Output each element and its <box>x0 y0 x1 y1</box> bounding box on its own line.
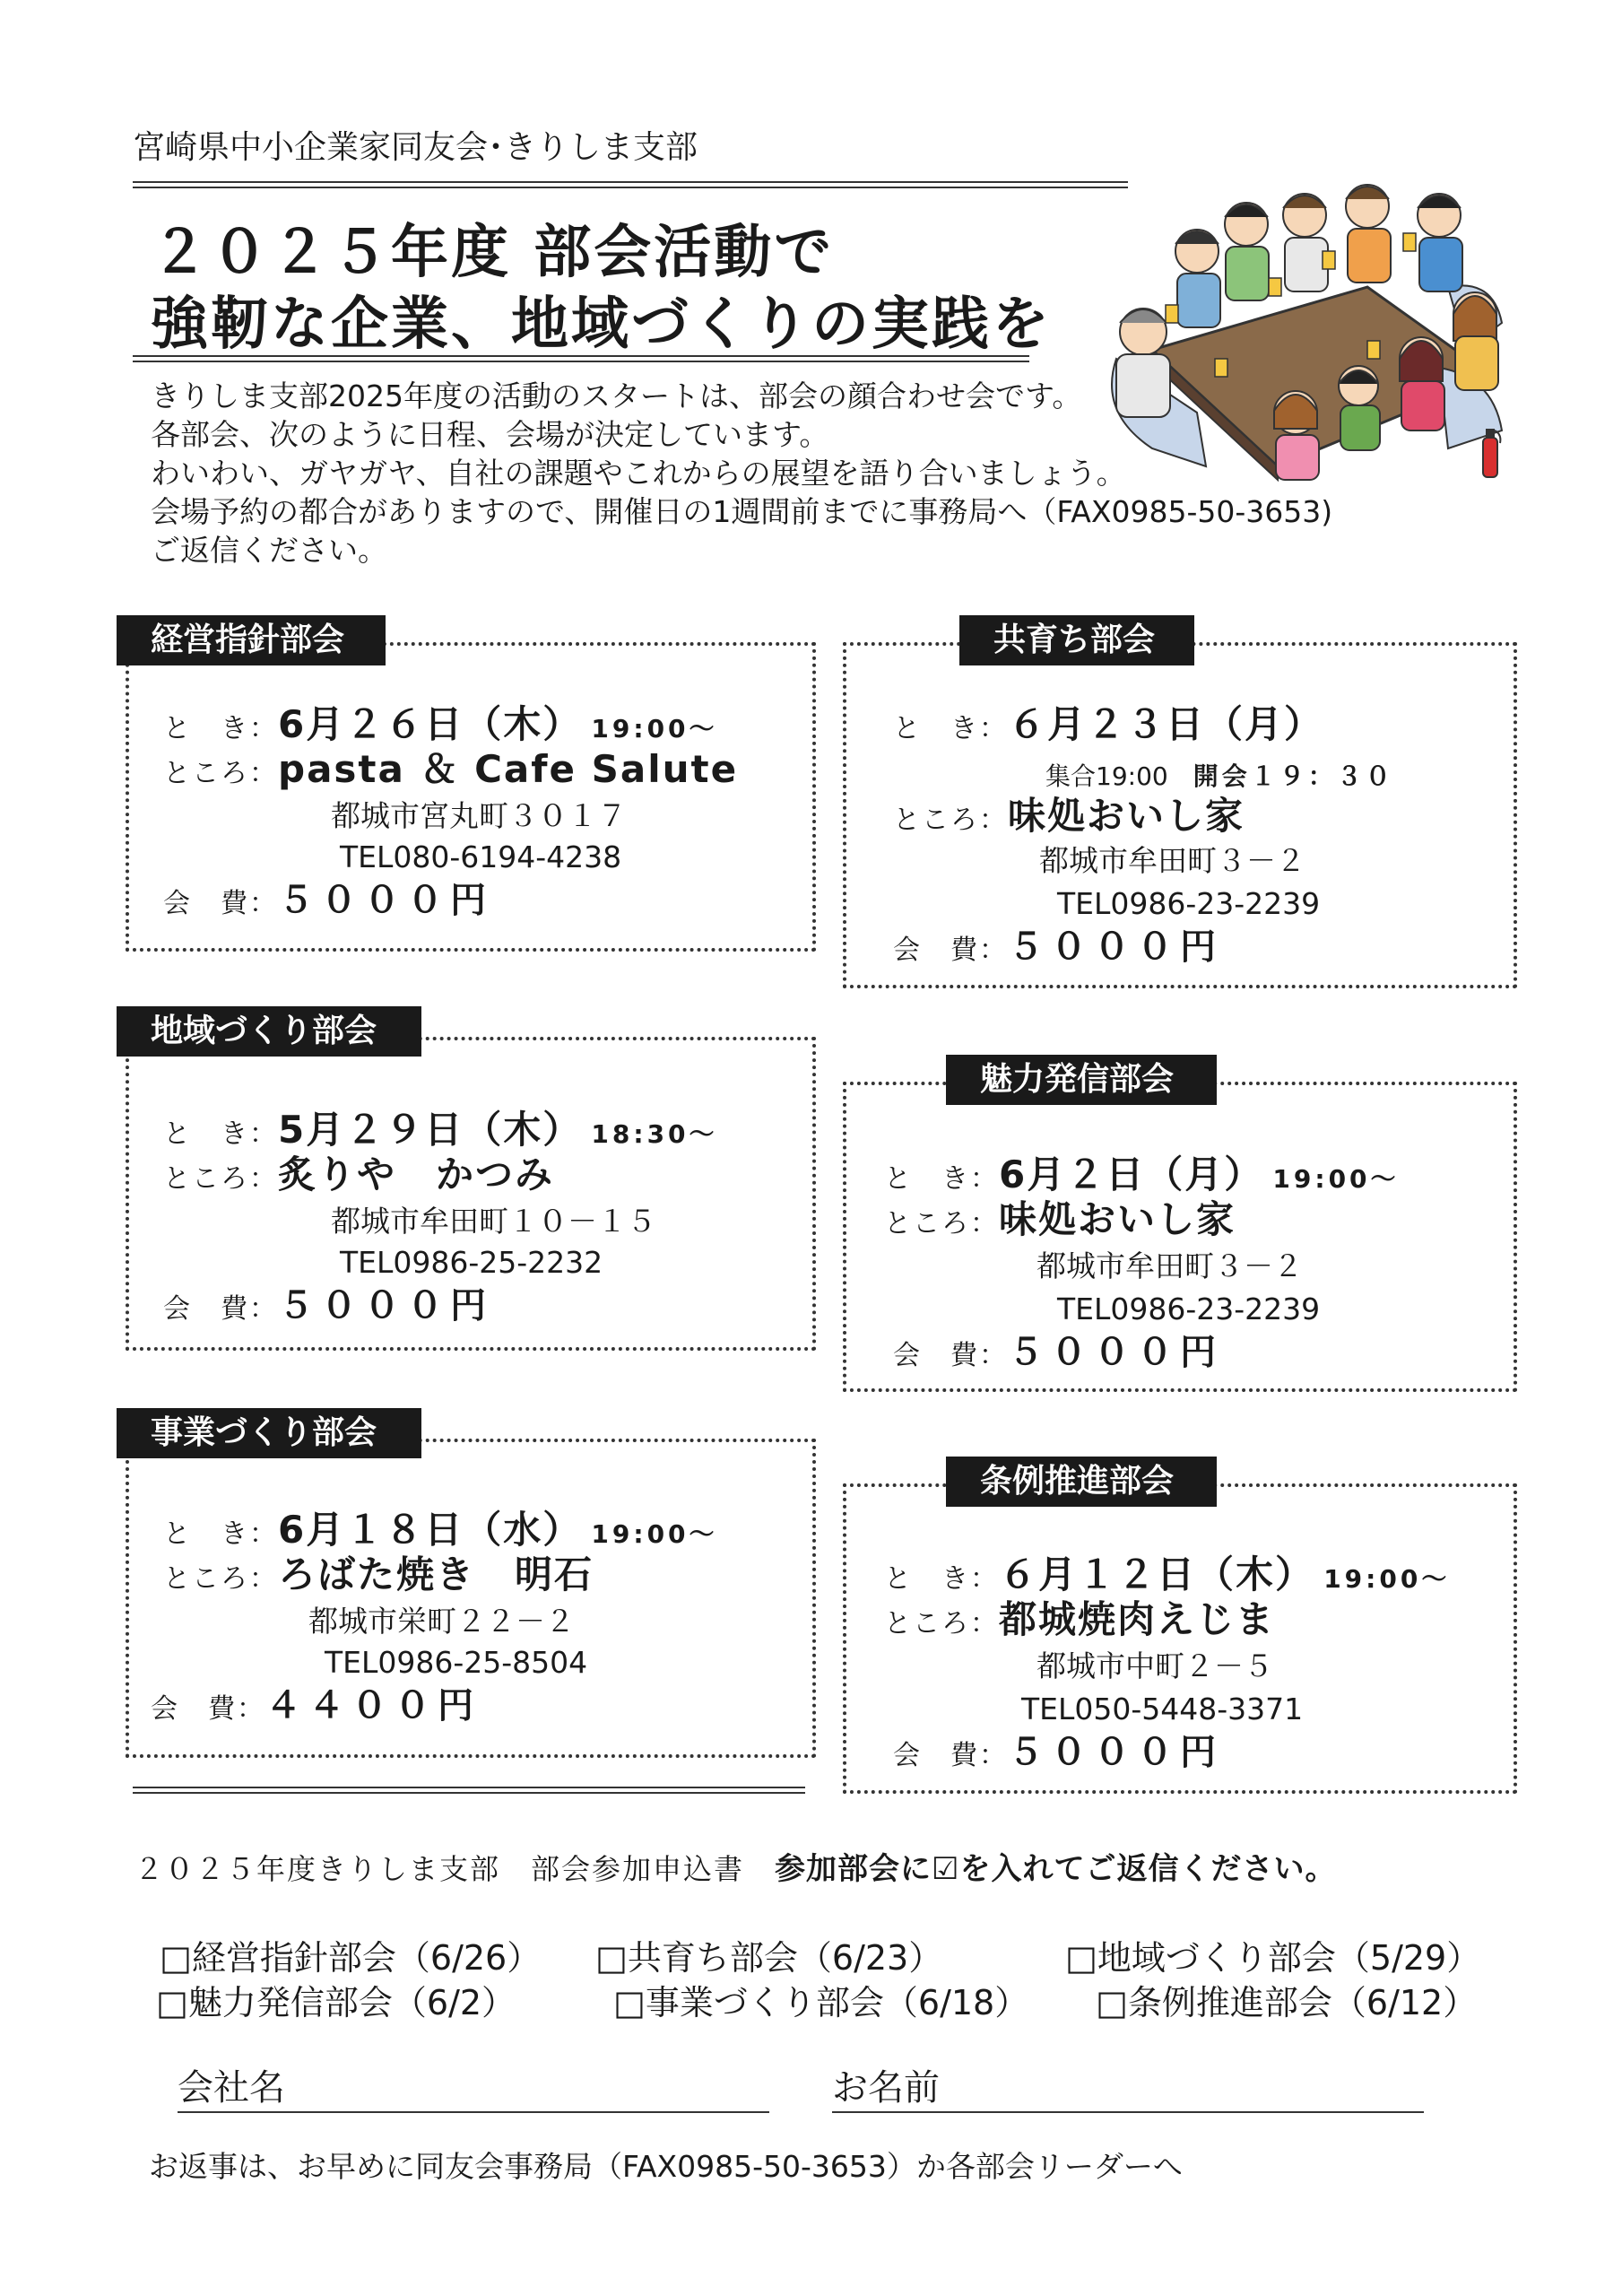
meeting-tel: TEL0986-23-2239 <box>1057 886 1321 921</box>
fee-label: 会 費： <box>893 1740 1008 1771</box>
meeting-tel: TEL080-6194-4238 <box>340 839 622 874</box>
meeting-time: 19:00～ <box>591 714 718 744</box>
form-divider <box>133 1787 805 1794</box>
meeting-date: 6月１８日（水） <box>278 1508 583 1552</box>
meeting-venue: 炙りや かつみ <box>278 1152 555 1196</box>
meeting-box-jorei <box>843 1483 1517 1794</box>
meeting-address: 都城市牟田町３－２ <box>1037 1248 1303 1283</box>
meeting-date: 6月２日（月） <box>999 1152 1264 1196</box>
meeting-venue: 都城焼肉えじま <box>999 1597 1276 1641</box>
meeting-label-keiei: 経営指針部会 <box>117 615 386 665</box>
meeting-box-keiei <box>126 642 816 952</box>
when-label: と き： <box>884 1163 999 1195</box>
when-label: と き： <box>163 713 278 744</box>
meeting-box-miryoku <box>843 1082 1517 1392</box>
checkbox-tomosodachi[interactable]: □共育ち部会（6/23） <box>595 1938 943 1978</box>
person-name-label: お名前 <box>832 2067 940 2109</box>
form-title-row <box>134 1844 1337 1888</box>
meeting-box-chiiki <box>126 1037 816 1351</box>
fee-label: 会 費： <box>893 935 1008 966</box>
page-title-line2: 強靭な企業、地域づくりの実践を <box>151 291 1052 358</box>
where-label: ところ： <box>884 1208 999 1239</box>
form-instruction: 参加部会に☑を入れてご返信ください。 <box>775 1851 1337 1887</box>
meeting-label-tomosodachi: 共育ち部会 <box>959 615 1194 665</box>
meeting-fee: ５０００円 <box>278 880 493 921</box>
fee-label: 会 費： <box>893 1340 1008 1371</box>
meeting-venue: ろばた焼き 明石 <box>278 1552 594 1596</box>
meeting-date: 6月２６日（木） <box>278 702 583 746</box>
meeting-time: 18:30～ <box>591 1119 718 1149</box>
when-label: と き： <box>163 1518 278 1550</box>
fire-extinguisher-icon <box>1478 423 1503 481</box>
meeting-date: ６月２３日（月） <box>1008 702 1324 746</box>
intro-line: きりしま支部2025年度の活動のスタートは、部会の顔合わせ会です。 <box>151 378 1082 413</box>
checkbox-jigyo[interactable]: □事業づくり部会（6/18） <box>613 1983 1029 2022</box>
meeting-label-jorei: 条例推進部会 <box>946 1457 1217 1507</box>
person-name-field[interactable] <box>832 2059 1424 2113</box>
meeting-address: 都城市牟田町３－２ <box>1039 843 1305 878</box>
when-label: と き： <box>884 1563 999 1595</box>
meeting-tel: TEL0986-25-2232 <box>340 1245 603 1280</box>
meeting-time: 19:00～ <box>1272 1164 1400 1194</box>
intro-line: わいわい、ガヤガヤ、自社の課題やこれからの展望を語り合いましょう。 <box>151 456 1126 491</box>
meeting-fee: ５０００円 <box>1008 926 1223 968</box>
gather-time: 集合19:00 <box>1045 761 1168 791</box>
fee-label: 会 費： <box>163 888 278 919</box>
open-time: 開会１９：３０ <box>1193 761 1394 791</box>
checkbox-jorei[interactable]: □条例推進部会（6/12） <box>1096 1983 1478 2022</box>
meeting-tel: TEL050-5448-3371 <box>1021 1692 1304 1726</box>
fee-label: 会 費： <box>163 1293 278 1325</box>
footer-note: お返事は、お早めに同友会事務局（FAX0985-50-3653）か各部会リーダーへ <box>149 2149 1183 2184</box>
meeting-label-miryoku: 魅力発信部会 <box>946 1055 1217 1105</box>
fee-label: 会 費： <box>151 1693 265 1725</box>
meeting-tel: TEL0986-23-2239 <box>1057 1292 1321 1326</box>
where-label: ところ： <box>884 1608 999 1639</box>
meeting-tel: TEL0986-25-8504 <box>325 1645 588 1680</box>
where-label: ところ： <box>163 1563 278 1595</box>
meeting-date: ６月１２日（木） <box>999 1552 1315 1596</box>
page-title-line1: ２０２５年度 部会活動で <box>151 220 835 286</box>
meeting-box-jigyo <box>126 1439 816 1758</box>
meeting-label-chiiki: 地域づくり部会 <box>117 1006 421 1057</box>
meeting-venue: 味処おいし家 <box>999 1197 1236 1241</box>
meeting-address: 都城市栄町２２－２ <box>308 1604 575 1639</box>
intro-text <box>151 377 1332 570</box>
meeting-fee: ５０００円 <box>1008 1732 1223 1773</box>
meeting-address: 都城市牟田町１０－１５ <box>331 1204 656 1239</box>
meeting-fee: ５０００円 <box>278 1285 493 1326</box>
form-title: ２０２５年度きりしま支部 部会参加申込書 <box>134 1852 745 1886</box>
meeting-time: 19:00～ <box>591 1519 718 1549</box>
meeting-fee: ５０００円 <box>1008 1332 1223 1373</box>
header-divider <box>133 181 1128 188</box>
meeting-venue: pasta ＆ Cafe Salute <box>278 747 739 791</box>
intro-line: 会場予約の都合がありますので、開催日の1週間前までに事務局へ（FAX0985-50-3653) <box>151 494 1333 529</box>
checkbox-miryoku[interactable]: □魅力発信部会（6/2） <box>156 1983 516 2022</box>
meeting-box-tomosodachi <box>843 642 1517 988</box>
company-name-label: 会社名 <box>178 2067 285 2109</box>
company-name-field[interactable] <box>178 2059 769 2113</box>
intro-line: ご返信ください。 <box>151 533 387 568</box>
when-label: と き： <box>163 1118 278 1150</box>
where-label: ところ： <box>163 758 278 789</box>
meeting-fee: ４４００円 <box>265 1685 481 1726</box>
checkbox-keiei[interactable]: □経営指針部会（6/26） <box>160 1938 542 1978</box>
intro-line: 各部会、次のように日程、会場が決定しています。 <box>151 417 829 452</box>
meeting-label-jigyo: 事業づくり部会 <box>117 1408 421 1458</box>
meeting-address: 都城市宮丸町３０１７ <box>331 798 627 833</box>
meeting-date: 5月２９日（木） <box>278 1108 583 1152</box>
meeting-address: 都城市中町２－５ <box>1037 1648 1273 1683</box>
where-label: ところ： <box>163 1163 278 1195</box>
title-divider <box>133 355 1029 362</box>
meeting-venue: 味処おいし家 <box>1008 794 1245 838</box>
organization-name: 宮崎県中小企業家同友会･きりしま支部 <box>133 129 698 166</box>
meeting-time: 19:00～ <box>1323 1564 1451 1594</box>
where-label: ところ： <box>893 804 1008 836</box>
when-label: と き： <box>893 713 1008 744</box>
checkbox-chiiki[interactable]: □地域づくり部会（5/29） <box>1065 1938 1481 1978</box>
